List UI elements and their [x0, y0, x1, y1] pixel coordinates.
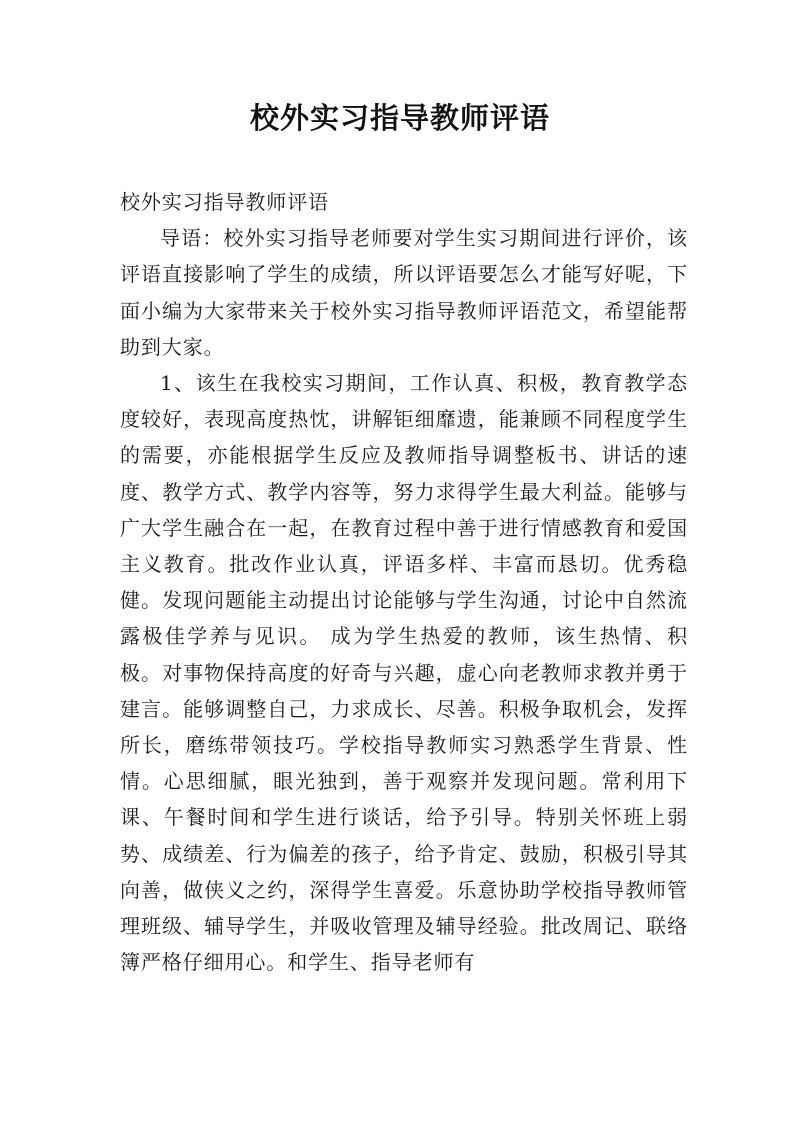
section-heading: 校外实习指导教师评语: [120, 190, 329, 214]
document-title: 校外实习指导教师评语: [249, 101, 550, 135]
document-body: [120, 184, 688, 980]
comment-paragraph-1: 1、该生在我校实习期间，工作认真、积极，教育教学态度较好，表现高度热忱，讲解钜细靡遗，能兼顾不同程度学生的需要，亦能根据学生反应及教师指导调整板书、讲话的速度、教学方式、教学内容等，努力求得学生最大利益。能够与广大学生融合在一起，在教育过程中善于进行情感教育和爱国主义教育。批改作业认真，评语多样、丰富而恳切。优秀稳健。发现问题能主动提出讨论能够与学生沟通，讨论中自然流露极佳学养与见识。 成为学生热爱的教师，该生热情、积极。对事物保持高度的好奇与兴趣，虚心向老教师求教并勇于建言。能够调整自己，力求成长、尽善。积极争取机会，发挥所长，磨练带领技巧。学校指导教师实习熟悉学生背景、性情。心思细腻，眼光独到，善于观察并发现问题。常利用下课、午餐时间和学生进行谈话，给予引导。特别关怀班上弱势、成绩差、行为偏差的孩子，给予肯定、鼓励，积极引导其向善，做侠义之约，深得学生喜爱。乐意协助学校指导教师管理班级、辅导学生，并吸收管理及辅导经验。批改周记、联络簿严格仔细用心。和学生、指导老师有: [120, 371, 688, 975]
intro-paragraph: 导语：校外实习指导老师要对学生实习期间进行评价，该评语直接影响了学生的成绩，所以评语要怎么才能写好呢，下面小编为大家带来关于校外实习指导教师评语范文，希望能帮助到大家。: [120, 226, 688, 359]
